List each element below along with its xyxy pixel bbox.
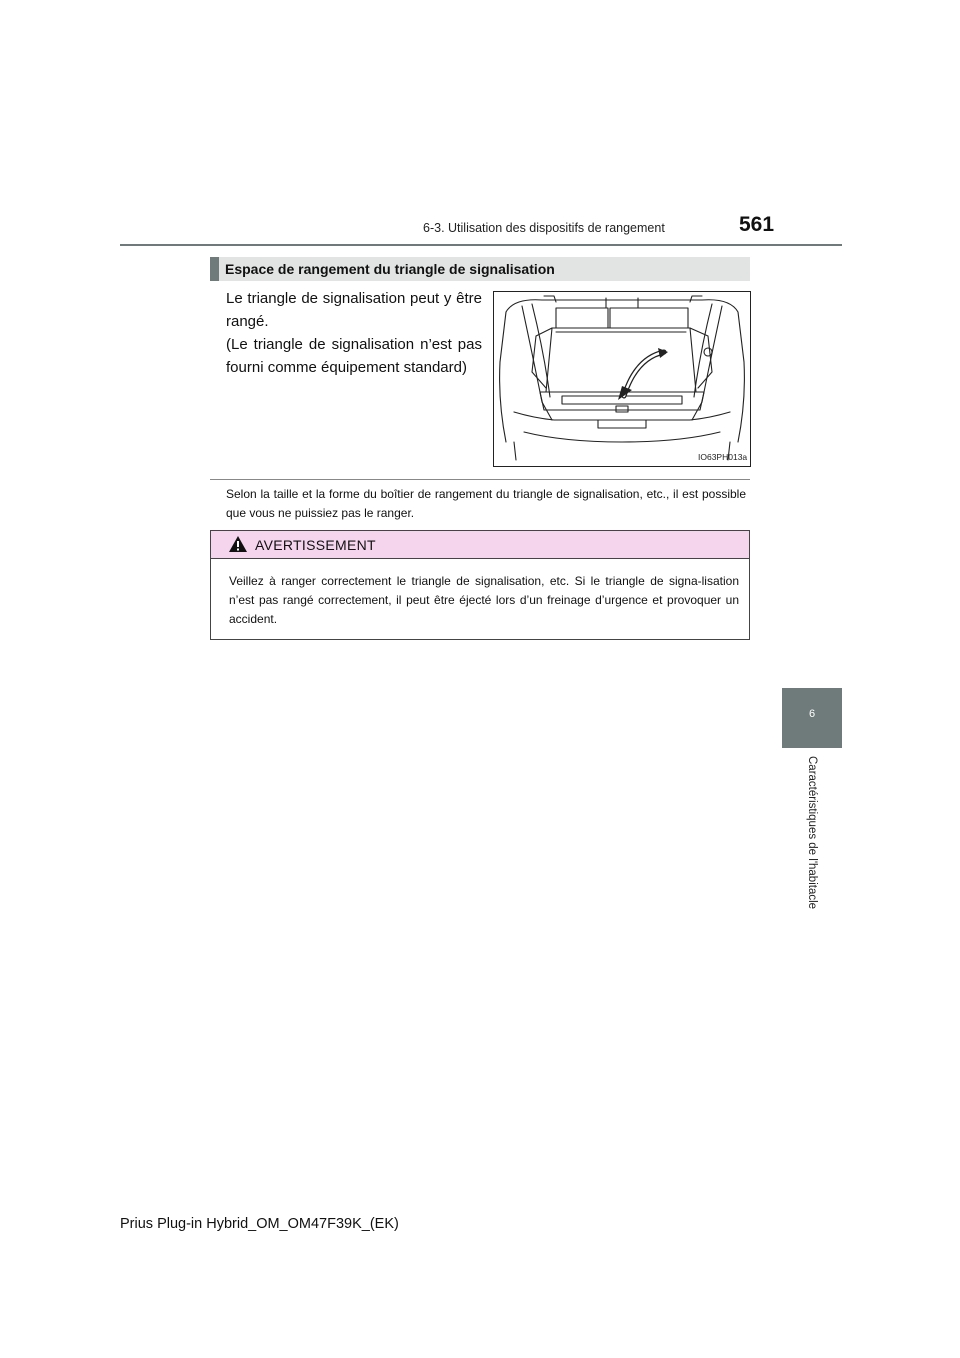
figure-code: IO63PH013a xyxy=(698,452,748,462)
chapter-label-container xyxy=(782,756,842,936)
warning-box xyxy=(210,530,750,640)
footer-model: Prius Plug-in Hybrid_OM_OM47F39K_(EK) xyxy=(120,1216,399,1232)
warning-text: Veillez à ranger correctement le triangle de signalisation, etc. Si le triangle de signa-lisation n’est pas rangé correctement, il peut être éjecté lors d’un freinage d’urgence et provoquer un accident. xyxy=(229,574,739,626)
topic-heading-bar xyxy=(210,257,750,281)
intro-paragraph: Le triangle de signalisation peut y être rangé. (Le triangle de signalisation n’est pas fourni comme équipement standard) xyxy=(226,290,482,376)
warning-title: AVERTISSEMENT xyxy=(255,537,376,553)
topic-heading: Espace de rangement du triangle de signalisation xyxy=(225,261,555,277)
trunk-figure xyxy=(493,291,751,467)
warning-header xyxy=(211,531,749,559)
section-title: 6-3. Utilisation des dispositifs de rangement xyxy=(423,221,665,235)
topic-heading-accent xyxy=(210,257,219,281)
chapter-tab-number: 6 xyxy=(808,708,816,720)
chapter-tab xyxy=(782,688,842,748)
trunk-storage-illustration xyxy=(494,292,750,466)
note-paragraph: Selon la taille et la forme du boîtier de rangement du triangle de signalisation, etc., il est possible que vous ne puissiez pas le ranger. xyxy=(226,487,746,520)
header-divider xyxy=(120,244,842,246)
warning-triangle-icon xyxy=(228,535,248,553)
chapter-label: Caractéristiques de l'habitacle xyxy=(806,756,818,910)
note-divider xyxy=(210,479,750,480)
page-number: 561 xyxy=(739,213,775,236)
